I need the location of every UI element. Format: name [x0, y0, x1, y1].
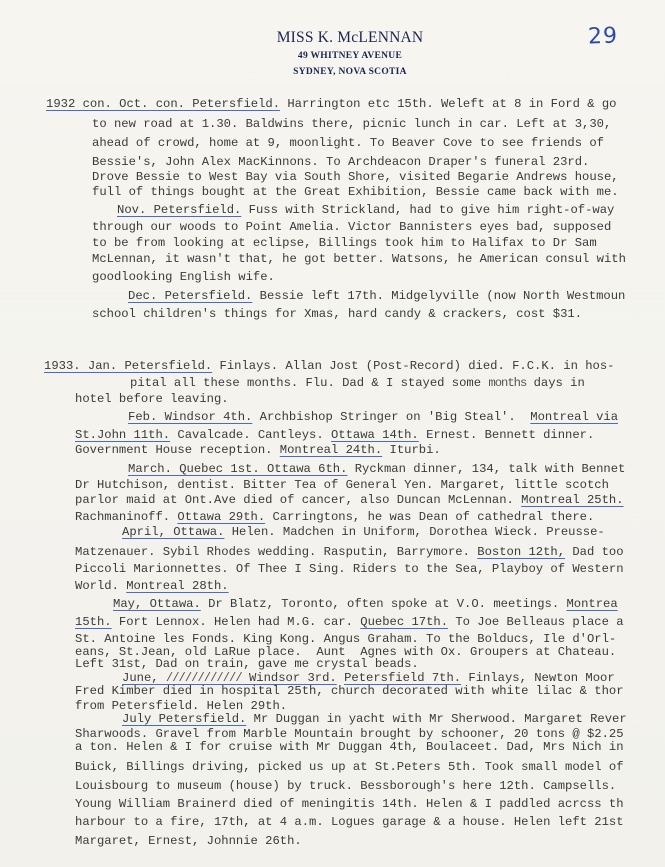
entry-1933-line: Left 31st, Dad on train, gave me crystal beads.: [75, 657, 419, 671]
entry-text: Harrington etc 15th. Weleft at 8 in Ford & go: [280, 97, 617, 111]
entry-text: Windsor 3rd.: [241, 671, 337, 685]
date-heading: Montreal 25th.: [521, 493, 624, 507]
date-heading: July Petersfield.: [122, 712, 247, 726]
letterhead-name: MISS K. McLENNAN: [276, 29, 424, 46]
date-heading: Ottawa 14th.: [330, 428, 419, 442]
entry-text: Mr Duggan in yacht with Mr Sherwood. Margaret Rever: [246, 712, 627, 726]
entry-text: Dad too: [565, 545, 624, 559]
entry-text: To Joe Belleaus place a: [448, 615, 624, 629]
entry-1933-line: Buick, Billings driving, picked us up at St.Peters 5th. Took small model of: [75, 760, 624, 774]
entry-text: Ernest. Bennett dinner.: [418, 428, 595, 442]
entry-1933-line: hotel before leaving.: [75, 392, 229, 406]
date-heading: Ottawa 29th.: [177, 510, 266, 524]
date-heading: Boston 12th,: [477, 545, 566, 559]
entry-1933-line: St. Antoine les Fonds. King Kong. Angus Graham. To the Bolducs, Ile d'Orl-: [75, 632, 617, 646]
entry-1933-line: [128, 462, 625, 476]
entry-1933-line: Sharwoods. Gravel from Marble Mountain brought by schooner, 20 tons @ $2.25: [75, 727, 624, 741]
date-heading: 15th.: [75, 615, 112, 629]
entry-text: Helen. Madchen in Uniform, Dorothea Wieck. Preusse-: [224, 525, 605, 539]
entry-1932-line: through our woods to Point Amelia. Victor Bannisters eyes bad, supposed: [92, 220, 612, 234]
entry-text: Archbishop Stringer on 'Big Steal'.: [252, 410, 531, 424]
date-heading: 1933. Jan. Petersfield.: [44, 359, 213, 373]
date-heading: Montreal via: [530, 410, 619, 424]
date-heading: [122, 671, 337, 685]
entry-1933-line: [75, 493, 624, 507]
entry-1933-line: [130, 376, 585, 390]
date-heading: Montreal 24th.: [279, 443, 383, 457]
struck-out-text: ////////////: [165, 671, 242, 685]
entry-1933-line: [122, 671, 615, 685]
entry-text: June,: [122, 671, 166, 685]
entry-1932-line: Bessie's, John Alex MacKinnons. To Archdeacon Draper's funeral 23rd.: [92, 155, 590, 169]
entry-1933-line: [75, 545, 624, 559]
entry-text: Carringtons, he was Dean of cathedral there.: [265, 510, 595, 524]
letterhead-address: 49 WHITNEY AVENUE: [297, 51, 403, 61]
date-heading: Quebec 17th.: [360, 615, 449, 629]
date-heading: Montreal 28th.: [126, 579, 229, 593]
date-heading: April, Ottawa.: [122, 525, 225, 539]
entry-1933-line: [128, 410, 618, 424]
entry-1933-line: Louisbourg to museum (house) by truck. Bessborough's here 12th. Campsells.: [75, 779, 617, 793]
entry-text: Cavalcade. Cantleys.: [170, 428, 331, 442]
entry-1933-line: Young William Brainerd died of meningitis 14th. Helen & I paddled acrcss th: [75, 797, 624, 811]
date-heading: Nov. Petersfield.: [117, 203, 242, 217]
entry-1933-line: [44, 359, 614, 373]
entry-text: days in: [526, 376, 585, 390]
struck-out-text: months: [488, 376, 527, 390]
entry-1933-line: [75, 510, 594, 524]
entry-1933-line: a ton. Helen & I for cruise with Mr Duggan 4th, Boulaceet. Dad, Mrs Nich in: [75, 740, 624, 754]
entry-1933-line: [122, 525, 605, 539]
entry-1933-line: [75, 443, 441, 457]
entry-1932-line: goodlooking English wife.: [92, 270, 275, 284]
entry-text: Bessie left 17th. Midgelyville (now North Westmoun: [252, 289, 626, 303]
entry-text: Iturbi.: [382, 443, 441, 457]
entry-1933-line: eans, St.Jean, old LaRue place. Aunt Agnes with Ox. Groupers at Chateau.: [75, 645, 617, 659]
entry-1932-line: Drove Bessie to West Bay via South Shore, visited Begarie Andrews house,: [92, 170, 619, 184]
entry-text: Ryckman dinner, 134, talk with Bennet: [347, 462, 626, 476]
entry-text: Dr Blatz, Toronto, often spoke at V.O. meetings.: [200, 597, 567, 611]
entry-1933-line: [75, 428, 594, 442]
entry-text: Fort Lennox. Helen had M.G. car.: [111, 615, 361, 629]
entry-1932-line: [117, 203, 614, 217]
entry-text: Finlays, Newton Moor: [461, 671, 615, 685]
entry-1933-line: from Petersfield. Helen 29th.: [75, 699, 288, 713]
handwritten-page-number: 29: [587, 23, 619, 50]
date-heading: Petersfield 7th.: [344, 671, 462, 685]
date-heading: Dec. Petersfield.: [128, 289, 253, 303]
date-heading: May, Ottawa.: [113, 597, 201, 611]
entry-1933-line: [122, 712, 627, 726]
date-heading: St.John 11th.: [75, 428, 171, 442]
entry-1933-line: [75, 615, 624, 629]
entry-1932-line: ahead of crowd, home at 9, moonlight. To Beaver Cove to see friends of: [92, 136, 604, 150]
entry-text: Matzenauer. Sybil Rhodes wedding. Rasputin, Barrymore.: [75, 545, 478, 559]
entry-text: parlor maid at Ont.Ave died of cancer, also Duncan McLennan.: [75, 493, 522, 507]
entry-1932-line: full of things bought at the Great Exhibition, Bessie came back with me.: [92, 185, 619, 199]
entry-1933-line: [113, 597, 618, 611]
entry-text: Fuss with Strickland, had to give him right-of-way: [241, 203, 615, 217]
entry-text: Rachmaninoff.: [75, 510, 178, 524]
entry-1933-line: [75, 579, 229, 593]
entry-text: World.: [75, 579, 127, 593]
date-heading: Montrea: [566, 597, 618, 611]
date-heading: March. Quebec 1st. Ottawa 6th.: [128, 462, 348, 476]
entry-1932-line: [46, 97, 616, 111]
entry-1933-line: Fred Kimber died in hospital 25th, church decorated with white lilac & thor: [75, 684, 624, 698]
entry-text: Government House reception.: [75, 443, 280, 457]
entry-1932-line: [128, 289, 625, 303]
entry-text: [337, 671, 344, 685]
entry-1933-line: Dr Hutchison, dentist. Bitter Tea of General Yen. Margaret, little scotch: [75, 478, 609, 492]
entry-text: pital all these months. Flu. Dad & I stayed some: [130, 376, 489, 390]
entry-1932-line: school children's things for Xmas, hard candy & crackers, cost $31.: [92, 307, 583, 321]
entry-1932-line: McLennan, it wasn't that, he got better. Watsons, he American consul with: [92, 252, 626, 266]
date-heading: 1932 con. Oct. con. Petersfield.: [46, 97, 281, 111]
entry-1933-line: harbour to a fire, 17th, at 4 a.m. Logues garage & a house. Helen left 21st: [75, 815, 624, 829]
entry-1932-line: to be from looking at eclipse, Billings took him to Halifax to Dr Sam: [92, 236, 597, 250]
entry-1933-line: Margaret, Ernest, Johnnie 26th.: [75, 834, 302, 848]
entry-1933-line: Piccoli Marionnettes. Of Thee I Sing. Riders to the Sea, Playboy of Western: [75, 562, 624, 576]
entry-1932-line: to new road at 1.30. Baldwins there, picnic lunch in car. Left at 3,30,: [92, 117, 612, 131]
date-heading: Feb. Windsor 4th.: [128, 410, 253, 424]
letterhead-city: SYDNEY, NOVA SCOTIA: [293, 67, 407, 77]
entry-text: Finlays. Allan Jost (Post-Record) died. F.C.K. in hos-: [212, 359, 615, 373]
